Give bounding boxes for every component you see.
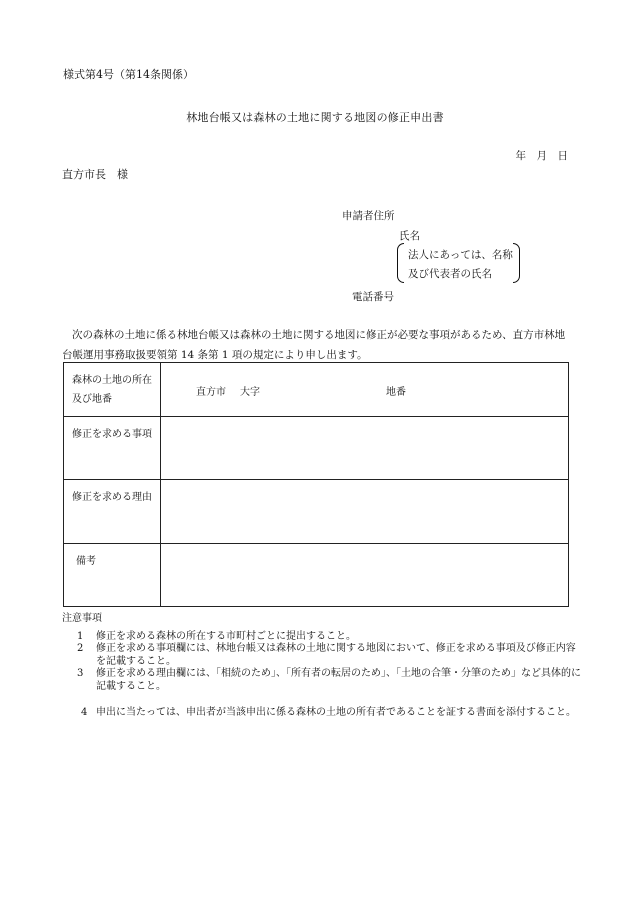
correction-items-field[interactable]	[161, 417, 569, 480]
date-line: 年 月 日	[515, 150, 568, 162]
location-field[interactable]	[161, 363, 569, 417]
table-row	[64, 544, 569, 607]
notes-section	[62, 613, 582, 724]
note-number: 1	[77, 630, 84, 642]
correction-reason-label: 修正を求める理由	[64, 480, 161, 544]
correction-items-label: 修正を求める事項	[64, 417, 161, 480]
bracket-left	[397, 243, 404, 283]
location-label: 森林の土地の所在及び地番	[64, 363, 161, 417]
note-number: 4	[81, 707, 88, 718]
form-number: 様式第4号（第14条関係）	[63, 68, 194, 81]
remarks-label: 備考	[64, 544, 161, 607]
note-item	[62, 643, 582, 668]
document-title: 林地台帳又は森林の土地に関する地図の修正申出書	[186, 111, 444, 124]
note-text: 修正を求める森林の所在する市町村ごとに提出すること。	[96, 630, 356, 642]
notes-heading: 注意事項	[62, 613, 102, 624]
location-city: 直方市	[196, 387, 226, 398]
note-number: 3	[77, 668, 84, 679]
bracket-right	[513, 243, 520, 283]
correction-reason-field[interactable]	[161, 480, 569, 544]
note-item	[62, 701, 582, 724]
note-item	[62, 631, 582, 644]
table-row	[64, 417, 569, 480]
applicant-name-label: 氏名	[399, 230, 420, 242]
location-aza: 大字	[240, 387, 260, 398]
addressee: 直方市長 様	[62, 168, 128, 181]
remarks-field[interactable]	[161, 544, 569, 607]
note-text: 申出に当たっては、申出者が当該申出に係る森林の土地の所有者であることを証する書面を添付すること。	[96, 707, 576, 718]
intro-paragraph: 次の森林の土地に係る林地台帳又は森林の土地に関する地図に修正が必要な事項があるため、直方市林地台帳運用事務取扱要領第 14 条第 1 項の規定により申し出ます。	[62, 329, 566, 361]
application-table	[63, 362, 569, 607]
corporate-note-line2: 及び代表者の氏名	[408, 268, 492, 280]
note-item	[62, 668, 582, 693]
note-text: 修正を求める事項欄には、林地台帳又は森林の土地に関する地図において、修正を求める事項及び修正内容を記載すること。	[96, 643, 576, 667]
note-text: 修正を求める理由欄には、「相続のため」、「所有者の転居のため」、「土地の合筆・分筆のため」など具体的に記載すること。	[96, 668, 581, 692]
table-row	[64, 480, 569, 544]
note-number: 2	[77, 643, 84, 654]
phone-label: 電話番号	[352, 291, 394, 303]
corporate-note-line1: 法人にあっては、名称	[408, 249, 513, 261]
applicant-address-label: 申請者住所	[342, 210, 395, 222]
table-row	[64, 363, 569, 417]
location-lot: 地番	[386, 387, 406, 398]
